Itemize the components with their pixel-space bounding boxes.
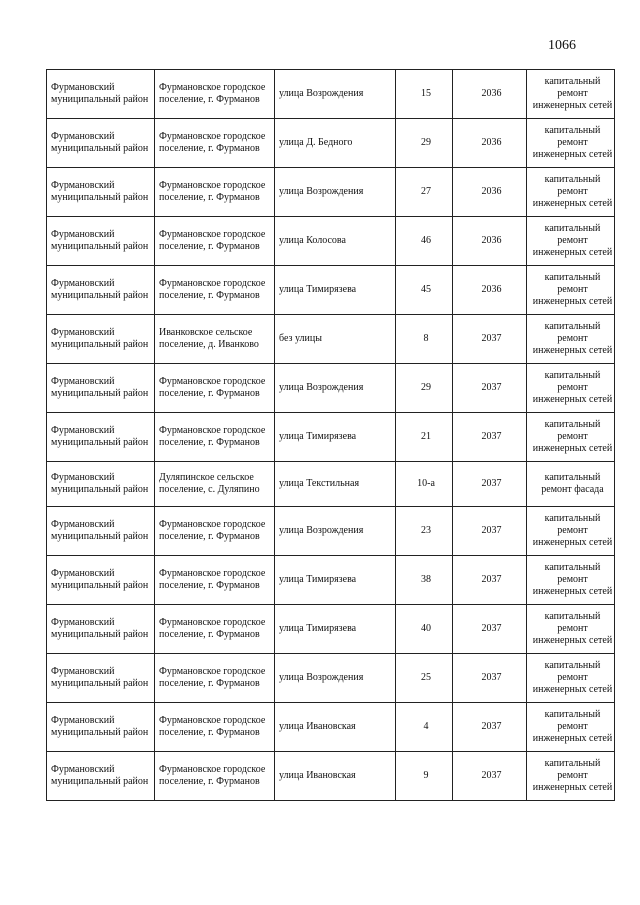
work-type-cell: капитальный ремонт инженерных сетей bbox=[527, 119, 615, 168]
district-cell: Фурмановский муниципальный район bbox=[47, 315, 155, 364]
work-type-cell: капитальный ремонт инженерных сетей bbox=[527, 507, 615, 556]
district-cell: Фурмановский муниципальный район bbox=[47, 413, 155, 462]
district-cell: Фурмановский муниципальный район bbox=[47, 462, 155, 507]
table-row bbox=[47, 462, 615, 507]
work-type-cell: капитальный ремонт инженерных сетей bbox=[527, 364, 615, 413]
work-type-cell: капитальный ремонт инженерных сетей bbox=[527, 168, 615, 217]
house-number-cell: 25 bbox=[396, 654, 453, 703]
work-type-cell: капитальный ремонт инженерных сетей bbox=[527, 556, 615, 605]
street-cell: улица Ивановская bbox=[275, 703, 396, 752]
district-cell: Фурмановский муниципальный район bbox=[47, 703, 155, 752]
house-number-cell: 8 bbox=[396, 315, 453, 364]
street-cell: улица Тимирязева bbox=[275, 266, 396, 315]
district-cell: Фурмановский муниципальный район bbox=[47, 654, 155, 703]
year-cell: 2036 bbox=[453, 119, 527, 168]
year-cell: 2036 bbox=[453, 70, 527, 119]
district-cell: Фурмановский муниципальный район bbox=[47, 70, 155, 119]
house-number-cell: 10-а bbox=[396, 462, 453, 507]
year-cell: 2037 bbox=[453, 752, 527, 801]
work-type-cell: капитальный ремонт инженерных сетей bbox=[527, 217, 615, 266]
work-type-cell: капитальный ремонт инженерных сетей bbox=[527, 703, 615, 752]
street-cell: улица Возрождения bbox=[275, 364, 396, 413]
table-row bbox=[47, 413, 615, 462]
work-type-cell: капитальный ремонт инженерных сетей bbox=[527, 654, 615, 703]
street-cell: улица Возрождения bbox=[275, 654, 396, 703]
page-number: 1066 bbox=[548, 38, 576, 53]
year-cell: 2037 bbox=[453, 364, 527, 413]
district-cell: Фурмановский муниципальный район bbox=[47, 605, 155, 654]
house-number-cell: 45 bbox=[396, 266, 453, 315]
repair-schedule-table bbox=[46, 69, 615, 801]
district-cell: Фурмановский муниципальный район bbox=[47, 217, 155, 266]
house-number-cell: 21 bbox=[396, 413, 453, 462]
settlement-cell: Иванковское сельское поселение, д. Иванково bbox=[155, 315, 275, 364]
table-row bbox=[47, 507, 615, 556]
work-type-cell: капитальный ремонт фасада bbox=[527, 462, 615, 507]
district-cell: Фурмановский муниципальный район bbox=[47, 168, 155, 217]
table-row bbox=[47, 654, 615, 703]
year-cell: 2037 bbox=[453, 315, 527, 364]
street-cell: улица Тимирязева bbox=[275, 605, 396, 654]
settlement-cell: Фурмановское городское поселение, г. Фурманов bbox=[155, 703, 275, 752]
table-row bbox=[47, 556, 615, 605]
house-number-cell: 46 bbox=[396, 217, 453, 266]
district-cell: Фурмановский муниципальный район bbox=[47, 119, 155, 168]
house-number-cell: 27 bbox=[396, 168, 453, 217]
street-cell: улица Текстильная bbox=[275, 462, 396, 507]
settlement-cell: Фурмановское городское поселение, г. Фурманов bbox=[155, 507, 275, 556]
year-cell: 2036 bbox=[453, 217, 527, 266]
house-number-cell: 15 bbox=[396, 70, 453, 119]
year-cell: 2037 bbox=[453, 556, 527, 605]
settlement-cell: Фурмановское городское поселение, г. Фурманов bbox=[155, 413, 275, 462]
year-cell: 2036 bbox=[453, 266, 527, 315]
year-cell: 2037 bbox=[453, 507, 527, 556]
year-cell: 2037 bbox=[453, 605, 527, 654]
street-cell: без улицы bbox=[275, 315, 396, 364]
table-row bbox=[47, 217, 615, 266]
settlement-cell: Фурмановское городское поселение, г. Фурманов bbox=[155, 654, 275, 703]
work-type-cell: капитальный ремонт инженерных сетей bbox=[527, 315, 615, 364]
street-cell: улица Возрождения bbox=[275, 507, 396, 556]
year-cell: 2037 bbox=[453, 462, 527, 507]
district-cell: Фурмановский муниципальный район bbox=[47, 752, 155, 801]
house-number-cell: 40 bbox=[396, 605, 453, 654]
street-cell: улица Колосова bbox=[275, 217, 396, 266]
house-number-cell: 23 bbox=[396, 507, 453, 556]
house-number-cell: 29 bbox=[396, 364, 453, 413]
settlement-cell: Фурмановское городское поселение, г. Фурманов bbox=[155, 605, 275, 654]
district-cell: Фурмановский муниципальный район bbox=[47, 266, 155, 315]
house-number-cell: 4 bbox=[396, 703, 453, 752]
house-number-cell: 38 bbox=[396, 556, 453, 605]
street-cell: улица Ивановская bbox=[275, 752, 396, 801]
settlement-cell: Фурмановское городское поселение, г. Фурманов bbox=[155, 752, 275, 801]
settlement-cell: Фурмановское городское поселение, г. Фурманов bbox=[155, 266, 275, 315]
work-type-cell: капитальный ремонт инженерных сетей bbox=[527, 752, 615, 801]
settlement-cell: Дуляпинское сельское поселение, с. Дуляпино bbox=[155, 462, 275, 507]
table-row bbox=[47, 70, 615, 119]
work-type-cell: капитальный ремонт инженерных сетей bbox=[527, 70, 615, 119]
table-row bbox=[47, 315, 615, 364]
table-row bbox=[47, 703, 615, 752]
work-type-cell: капитальный ремонт инженерных сетей bbox=[527, 266, 615, 315]
work-type-cell: капитальный ремонт инженерных сетей bbox=[527, 413, 615, 462]
house-number-cell: 29 bbox=[396, 119, 453, 168]
table-row bbox=[47, 364, 615, 413]
settlement-cell: Фурмановское городское поселение, г. Фурманов bbox=[155, 168, 275, 217]
settlement-cell: Фурмановское городское поселение, г. Фурманов bbox=[155, 217, 275, 266]
table-row bbox=[47, 752, 615, 801]
settlement-cell: Фурмановское городское поселение, г. Фурманов bbox=[155, 364, 275, 413]
year-cell: 2037 bbox=[453, 703, 527, 752]
settlement-cell: Фурмановское городское поселение, г. Фурманов bbox=[155, 556, 275, 605]
district-cell: Фурмановский муниципальный район bbox=[47, 556, 155, 605]
table-row bbox=[47, 119, 615, 168]
street-cell: улица Д. Бедного bbox=[275, 119, 396, 168]
settlement-cell: Фурмановское городское поселение, г. Фурманов bbox=[155, 70, 275, 119]
district-cell: Фурмановский муниципальный район bbox=[47, 507, 155, 556]
work-type-cell: капитальный ремонт инженерных сетей bbox=[527, 605, 615, 654]
street-cell: улица Тимирязева bbox=[275, 556, 396, 605]
district-cell: Фурмановский муниципальный район bbox=[47, 364, 155, 413]
house-number-cell: 9 bbox=[396, 752, 453, 801]
table-row bbox=[47, 266, 615, 315]
table-row bbox=[47, 605, 615, 654]
year-cell: 2037 bbox=[453, 413, 527, 462]
street-cell: улица Тимирязева bbox=[275, 413, 396, 462]
year-cell: 2037 bbox=[453, 654, 527, 703]
settlement-cell: Фурмановское городское поселение, г. Фурманов bbox=[155, 119, 275, 168]
table-row bbox=[47, 168, 615, 217]
street-cell: улица Возрождения bbox=[275, 70, 396, 119]
year-cell: 2036 bbox=[453, 168, 527, 217]
street-cell: улица Возрождения bbox=[275, 168, 396, 217]
